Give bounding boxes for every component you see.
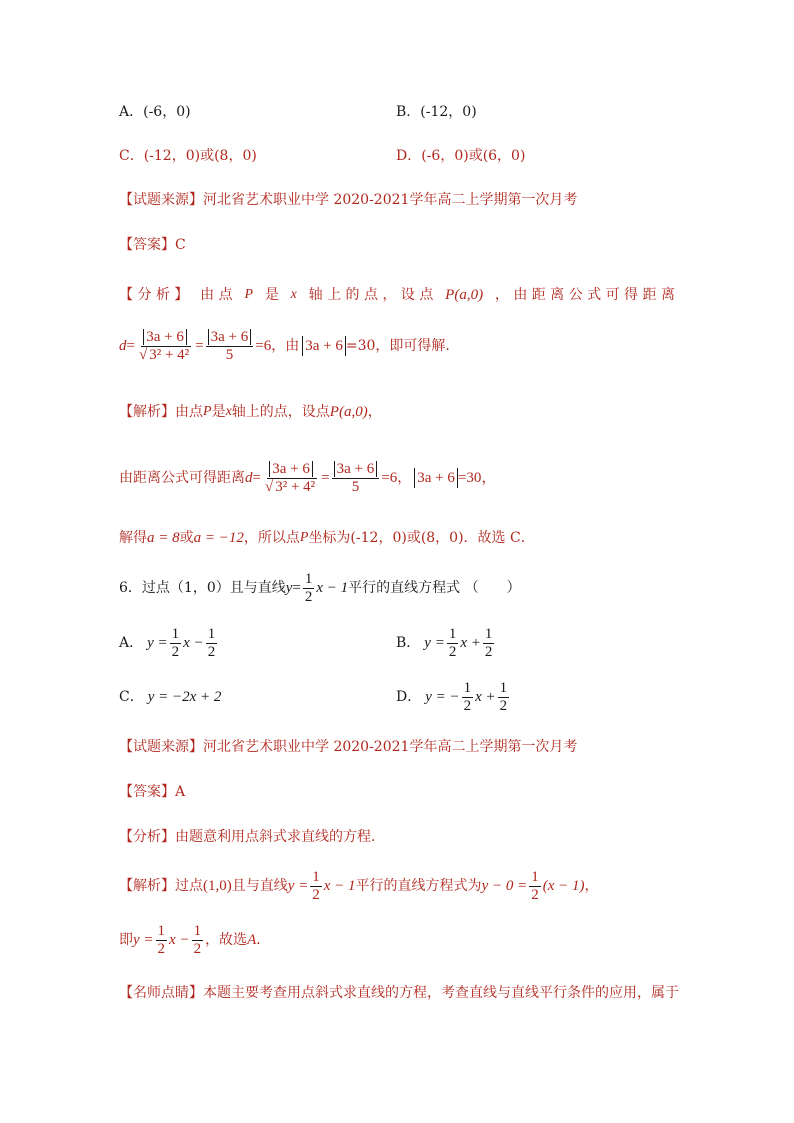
formula-eq: = <box>195 338 204 354</box>
option-label: C． <box>119 689 144 705</box>
solution-answer: A <box>247 932 257 948</box>
stem-text: 6．过点（1，0）且与直线 <box>119 580 286 596</box>
q6-answer-line <box>119 782 185 802</box>
solution-x: x <box>225 404 232 419</box>
option-d: D．(-6，0)或(6，0) <box>396 148 526 164</box>
solution-eq: y = <box>287 878 309 894</box>
opt-expr: y = −2x + 2 <box>147 689 222 705</box>
formula-eq: = <box>321 470 330 486</box>
q6-solution-line-1: 【解析】 过点 (1,0) 且与直线 y = $\frac{1}{2}$ x − 1 平行的直线方程式为 y − 0 = $\frac{1}{2}$ (x − 1) ， <box>119 868 599 903</box>
analysis-point: P(a,0) <box>445 287 484 303</box>
abs-expr: 3a + 6 <box>208 329 252 345</box>
solution-text: 即 <box>119 932 133 948</box>
analysis-text: 轴 上 的 点 ， 设 点 <box>308 287 434 303</box>
solution-eq: a = −12 <box>193 530 244 546</box>
stem-half: $\frac{1}{2}$ <box>304 570 313 605</box>
abs-expr: 3a + 6 <box>143 329 187 345</box>
abs-expr: 3a + 6 <box>269 461 313 477</box>
solution-point: (1,0) <box>203 878 232 894</box>
formula-six: =6 <box>255 338 272 354</box>
analysis-text: =30，即可得解． <box>345 338 460 354</box>
solution-text: ， <box>367 404 382 420</box>
tip-text: 本题主要考查用点斜式求直线的方程，考查直线与直线平行条件的应用，属于 <box>203 985 679 1001</box>
stem-eq: = <box>292 580 301 596</box>
stem-y: y <box>285 580 293 596</box>
solution-tag: 【解析】 <box>119 404 175 420</box>
opt-expr: x + <box>460 635 481 651</box>
analysis-text: 是 <box>264 287 279 303</box>
solution-text: 或 <box>179 530 194 546</box>
solution-eq: (x − 1) <box>542 878 585 894</box>
option-label: B． <box>396 635 421 651</box>
option-c: C．(-12，0)或(8，0) <box>119 148 257 164</box>
stem-x: x − 1 <box>316 580 349 596</box>
analysis-line-1 <box>119 285 675 305</box>
q6-solution-line-2: 即 y = $\frac{1}{2}$ x − $\frac{1}{2}$ ，故选 A ． <box>119 922 271 957</box>
den-5: 5 <box>351 478 360 495</box>
analysis-tag: 【 分 析 】 <box>119 287 189 303</box>
source-tag: 【试题来源】 <box>119 739 203 755</box>
solution-text: 是 <box>211 404 226 420</box>
solution-eq: y = <box>133 932 154 948</box>
analysis-text: ， 由 距 离 公 式 可 得 距 离 <box>494 287 675 303</box>
analysis-text: 由题意利用点斜式求直线的方程． <box>175 829 385 845</box>
formula-d: d <box>245 470 253 486</box>
formula-fraction-1: $\frac{3a + 6}{\text{√ 3² + 4²}}$ <box>138 328 190 363</box>
solution-text: 轴上的点，设点 <box>231 404 330 420</box>
abs-expr: 3a + 6 <box>414 468 458 488</box>
teacher-tip-line <box>119 983 679 1003</box>
q6-option-c <box>119 687 221 707</box>
answer-tag: 【答案】 <box>119 784 175 800</box>
abs-expr: 3a + 6 <box>302 336 346 356</box>
solution-text: =30， <box>457 470 497 486</box>
solution-formula: 由距离公式可得距离 d = $\frac{3a + 6}{\text{√ 3² + 4²}}$ = $\frac{3a + 6}{5}$ =6 ， 3a + 6 =30， <box>119 460 497 495</box>
abs-expr: 3a + 6 <box>334 461 378 477</box>
tip-tag: 【名师点睛】 <box>119 985 203 1001</box>
q6-stem <box>119 568 521 608</box>
solution-line-1 <box>119 402 382 422</box>
solution-text: 平行的直线方程式为 <box>355 878 482 894</box>
formula-fraction-1: $\frac{3a + 6}{\text{√ 3² + 4²}}$ <box>264 460 316 495</box>
root-expr: 3² + 4² <box>149 346 190 363</box>
root-expr: 3² + 4² <box>275 478 316 495</box>
analysis-text: 由 点 <box>200 287 233 303</box>
solution-eq: x − 1 <box>323 878 356 894</box>
option-b: B．(-12，0) <box>396 104 477 120</box>
solution-text: 解得 <box>119 530 147 546</box>
answer-tag: 【答案】 <box>119 237 175 253</box>
answer-line <box>119 235 186 255</box>
source-text: 河北省艺术职业中学 2020-2021学年高二上学期第一次月考 <box>203 192 578 208</box>
solution-text: 过点 <box>175 878 203 894</box>
solution-p: P <box>299 530 309 545</box>
q6-option-d: D． y = − $\frac{1}{2}$ x + $\frac{1}{2}$ <box>396 679 508 714</box>
answer-value: A <box>175 784 186 800</box>
source-text: 河北省艺术职业中学 2020-2021学年高二上学期第一次月考 <box>203 739 578 755</box>
solution-text: ， <box>584 878 599 894</box>
solution-text: ，故选 <box>205 932 248 948</box>
analysis-text: ，由 <box>271 338 300 354</box>
solution-text: 坐标为(-12，0)或(8，0)．故选 C． <box>308 530 535 546</box>
option-label: D． <box>396 689 422 705</box>
y-eq: y = <box>424 635 445 651</box>
q6-option-b: B． y = $\frac{1}{2}$ x + $\frac{1}{2}$ <box>396 625 493 660</box>
analysis-x: x <box>290 287 297 302</box>
formula-eq: = <box>252 470 261 486</box>
solution-text: 由距离公式可得距离 <box>119 470 245 486</box>
option-a: A．(-6，0) <box>119 104 191 120</box>
y-eq: y = <box>147 635 168 651</box>
solution-eq: x − <box>169 932 190 948</box>
answer-value: C <box>175 237 186 253</box>
formula-d: d <box>119 338 127 354</box>
solution-line-3 <box>119 528 535 548</box>
source-tag: 【试题来源】 <box>119 192 203 208</box>
q6-analysis-line <box>119 827 385 847</box>
solution-eq: y − 0 = <box>481 878 528 894</box>
solution-tag: 【解析】 <box>119 878 175 894</box>
option-label: A． <box>119 635 144 651</box>
solution-text: 由点 <box>175 404 203 420</box>
solution-p: P <box>203 404 212 419</box>
q6-option-a: A． y = $\frac{1}{2}$ x − $\frac{1}{2}$ <box>119 625 216 660</box>
stem-text: 平行的直线方程式 （ ） <box>348 580 521 596</box>
q6-source-line <box>119 737 577 757</box>
analysis-formula <box>119 324 459 368</box>
solution-text: ． <box>256 932 271 948</box>
formula-fraction-2 <box>206 329 254 364</box>
solution-text: 且与直线 <box>231 878 288 894</box>
analysis-p: P <box>244 287 253 302</box>
solution-eq: a = 8 <box>147 530 180 546</box>
solution-text: ，所以点 <box>243 530 300 546</box>
formula-fraction-2 <box>332 461 380 496</box>
den-5: 5 <box>225 346 234 363</box>
solution-point: P(a,0) <box>329 404 368 420</box>
analysis-tag: 【分析】 <box>119 829 175 845</box>
formula-six: =6 <box>381 470 398 486</box>
source-line <box>119 190 577 210</box>
opt-expr: x − <box>183 635 204 651</box>
opt-expr: x + <box>475 689 496 705</box>
formula-eq: = <box>126 338 135 354</box>
opt-expr: y = − <box>425 689 460 705</box>
